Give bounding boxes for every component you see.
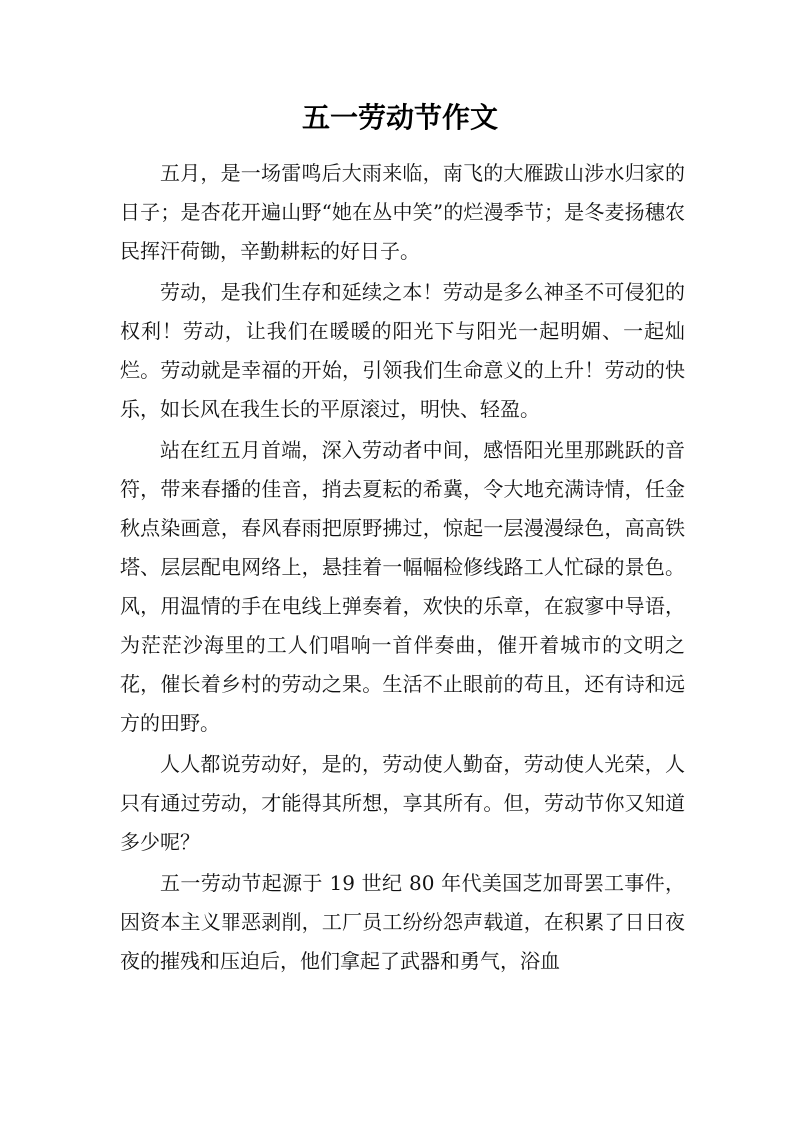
document-body: [120, 154, 685, 983]
paragraph-1: 五月，是一场雷鸣后大雨来临，南飞的大雁跋山涉水归家的日子；是杏花开遍山野“她在丛中笑”的烂漫季节；是冬麦扬穗农民挥汗荷锄，辛勤耕耘的好日子。: [120, 161, 685, 263]
paragraph-4: 人人都说劳动好，是的，劳动使人勤奋，劳动使人光荣，人只有通过劳动，才能得其所想，享其所有。但，劳动节你又知道多少呢？: [120, 752, 685, 854]
paragraph-5: 五一劳动节起源于 19 世纪 80 年代美国芝加哥罢工事件，因资本主义罪恶剥削，工厂员工纷纷怨声载道，在积累了日日夜夜的摧残和压迫后，他们拿起了武器和勇气，浴血: [120, 871, 685, 973]
paragraph-3: 站在红五月首端，深入劳动者中间，感悟阳光里那跳跃的音符，带来春播的佳音，捎去夏耘的希冀，令大地充满诗情，任金秋点染画意，春风春雨把原野拂过，惊起一层漫漫绿色，高高铁塔、层层配电网络上，悬挂着一幅幅检修线路工人忙碌的景色。风，用温情的手在电线上弹奏着，欢快的乐章，在寂寥中导语，为茫茫沙海里的工人们唱响一首伴奏曲，催开着城市的文明之花，催长着乡村的劳动之果。生活不止眼前的苟且，还有诗和远方的田野。: [120, 438, 685, 735]
paragraph-2: 劳动，是我们生存和延续之本！劳动是多么神圣不可侵犯的权利！劳动，让我们在暖暖的阳光下与阳光一起明媚、一起灿烂。劳动就是幸福的开始，引领我们生命意义的上升！劳动的快乐，如长风在我生长的平原滚过，明快、轻盈。: [120, 280, 685, 421]
document-title: 五一劳动节作文: [301, 101, 498, 134]
